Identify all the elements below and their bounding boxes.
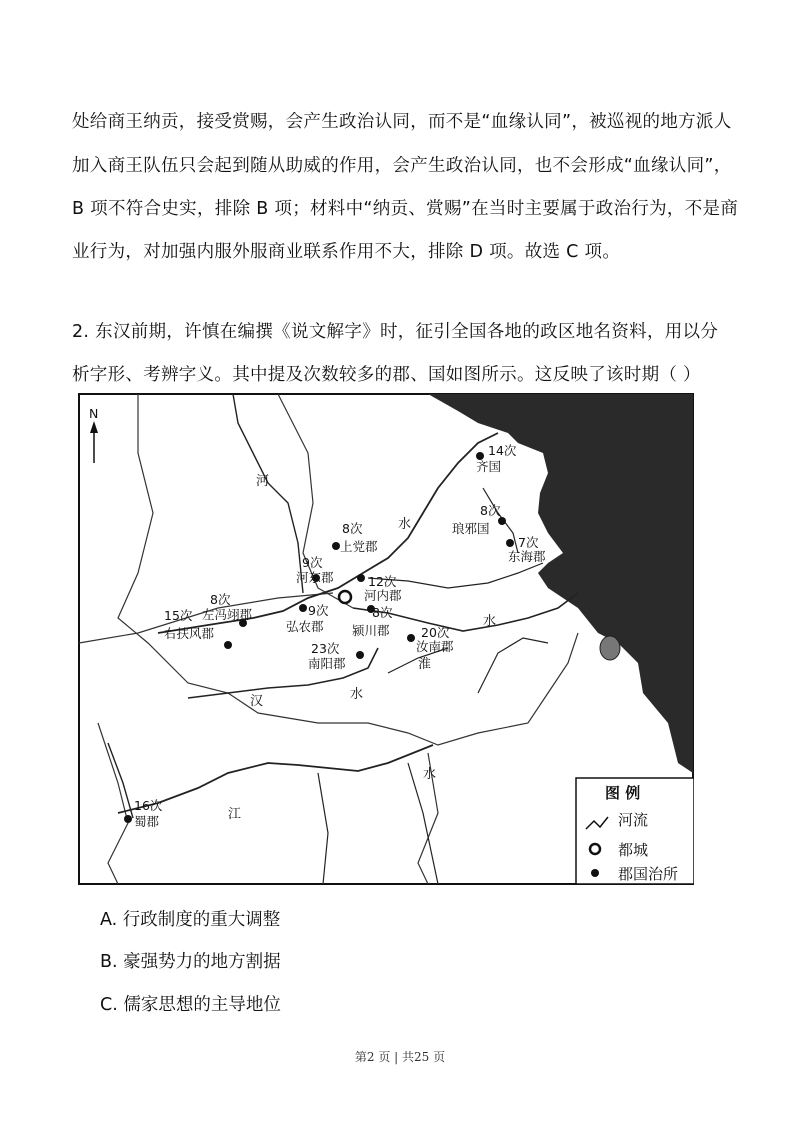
svg-text:7次: 7次 (518, 535, 539, 550)
svg-text:8次: 8次 (342, 521, 363, 536)
question-line-2: 析字形、考辨字义。其中提及次数较多的郡、国如图所示。这反映了该时期（ ） (72, 365, 701, 385)
han-commandery-map (78, 393, 694, 885)
river-label: 水 (398, 517, 412, 532)
river-label: 江 (228, 807, 242, 822)
svg-text:颍川郡: 颍川郡 (352, 623, 390, 638)
svg-text:汝南郡: 汝南郡 (416, 639, 454, 654)
north-label: N (89, 406, 99, 421)
river-label: 水 (483, 614, 497, 629)
explanation-line-4: 业行为，对加强内服外服商业联系作用不大，排除 D 项。故选 C 项。 (72, 242, 621, 262)
svg-text:16次: 16次 (134, 798, 163, 813)
svg-text:东海郡: 东海郡 (508, 549, 546, 564)
explanation-line-1: 处给商王纳贡，接受赏赐，会产生政治认同，而不是“血缘认同”，被巡视的地方派人 (72, 112, 732, 132)
capital-marker (339, 591, 351, 603)
legend-seat-label: 郡国治所 (618, 865, 679, 883)
svg-text:河东郡: 河东郡 (296, 570, 334, 585)
legend-capital-label: 都城 (618, 841, 649, 859)
svg-text:8次: 8次 (210, 592, 231, 607)
explanation-line-3: B 项不符合史实，排除 B 项；材料中“纳贡、赏赐”在当时主要属于政治行为，不是商 (72, 199, 739, 219)
explanation-line-2: 加入商王队伍只会起到随从助威的作用，会产生政治认同，也不会形成“血缘认同”， (72, 156, 732, 176)
svg-text:上党郡: 上党郡 (340, 539, 378, 554)
river-label: 水 (423, 767, 437, 782)
svg-text:14次: 14次 (488, 443, 517, 458)
svg-text:20次: 20次 (421, 625, 450, 640)
legend-river-label: 河流 (618, 811, 649, 829)
legend-capital-icon (590, 844, 600, 854)
svg-text:蜀郡: 蜀郡 (134, 814, 160, 829)
svg-text:23次: 23次 (311, 641, 340, 656)
page-footer: 第2 页 | 共25 页 (354, 1050, 446, 1064)
svg-text:右扶风郡: 右扶风郡 (164, 626, 215, 641)
svg-text:河内郡: 河内郡 (364, 588, 402, 603)
river-label: 水 (350, 687, 364, 702)
river-label: 汉 (250, 694, 264, 709)
svg-text:齐国: 齐国 (476, 459, 502, 474)
legend-seat-icon (591, 869, 599, 877)
legend-title: 图 例 (605, 784, 641, 802)
river-label: 淮 (418, 657, 432, 672)
option-a[interactable]: A. 行政制度的重大调整 (100, 910, 281, 930)
lake (600, 636, 620, 660)
map-legend (576, 778, 694, 884)
svg-text:12次: 12次 (368, 574, 397, 589)
svg-text:琅邪国: 琅邪国 (452, 521, 490, 536)
river-label: 河 (256, 474, 270, 489)
svg-text:左冯翊郡: 左冯翊郡 (202, 607, 253, 622)
svg-text:9次: 9次 (308, 603, 329, 618)
svg-text:15次: 15次 (164, 608, 193, 623)
svg-text:8次: 8次 (372, 605, 393, 620)
svg-text:弘农郡: 弘农郡 (286, 619, 324, 634)
option-b[interactable]: B. 豪强势力的地方割据 (100, 952, 281, 972)
svg-text:南阳郡: 南阳郡 (308, 656, 346, 671)
question-line-1: 2. 东汉前期，许慎在编撰《说文解字》时，征引全国各地的政区地名资料，用以分 (72, 322, 719, 342)
place-henei (357, 574, 402, 603)
svg-text:8次: 8次 (480, 503, 501, 518)
option-c[interactable]: C. 儒家思想的主导地位 (100, 995, 281, 1015)
svg-text:9次: 9次 (302, 555, 323, 570)
